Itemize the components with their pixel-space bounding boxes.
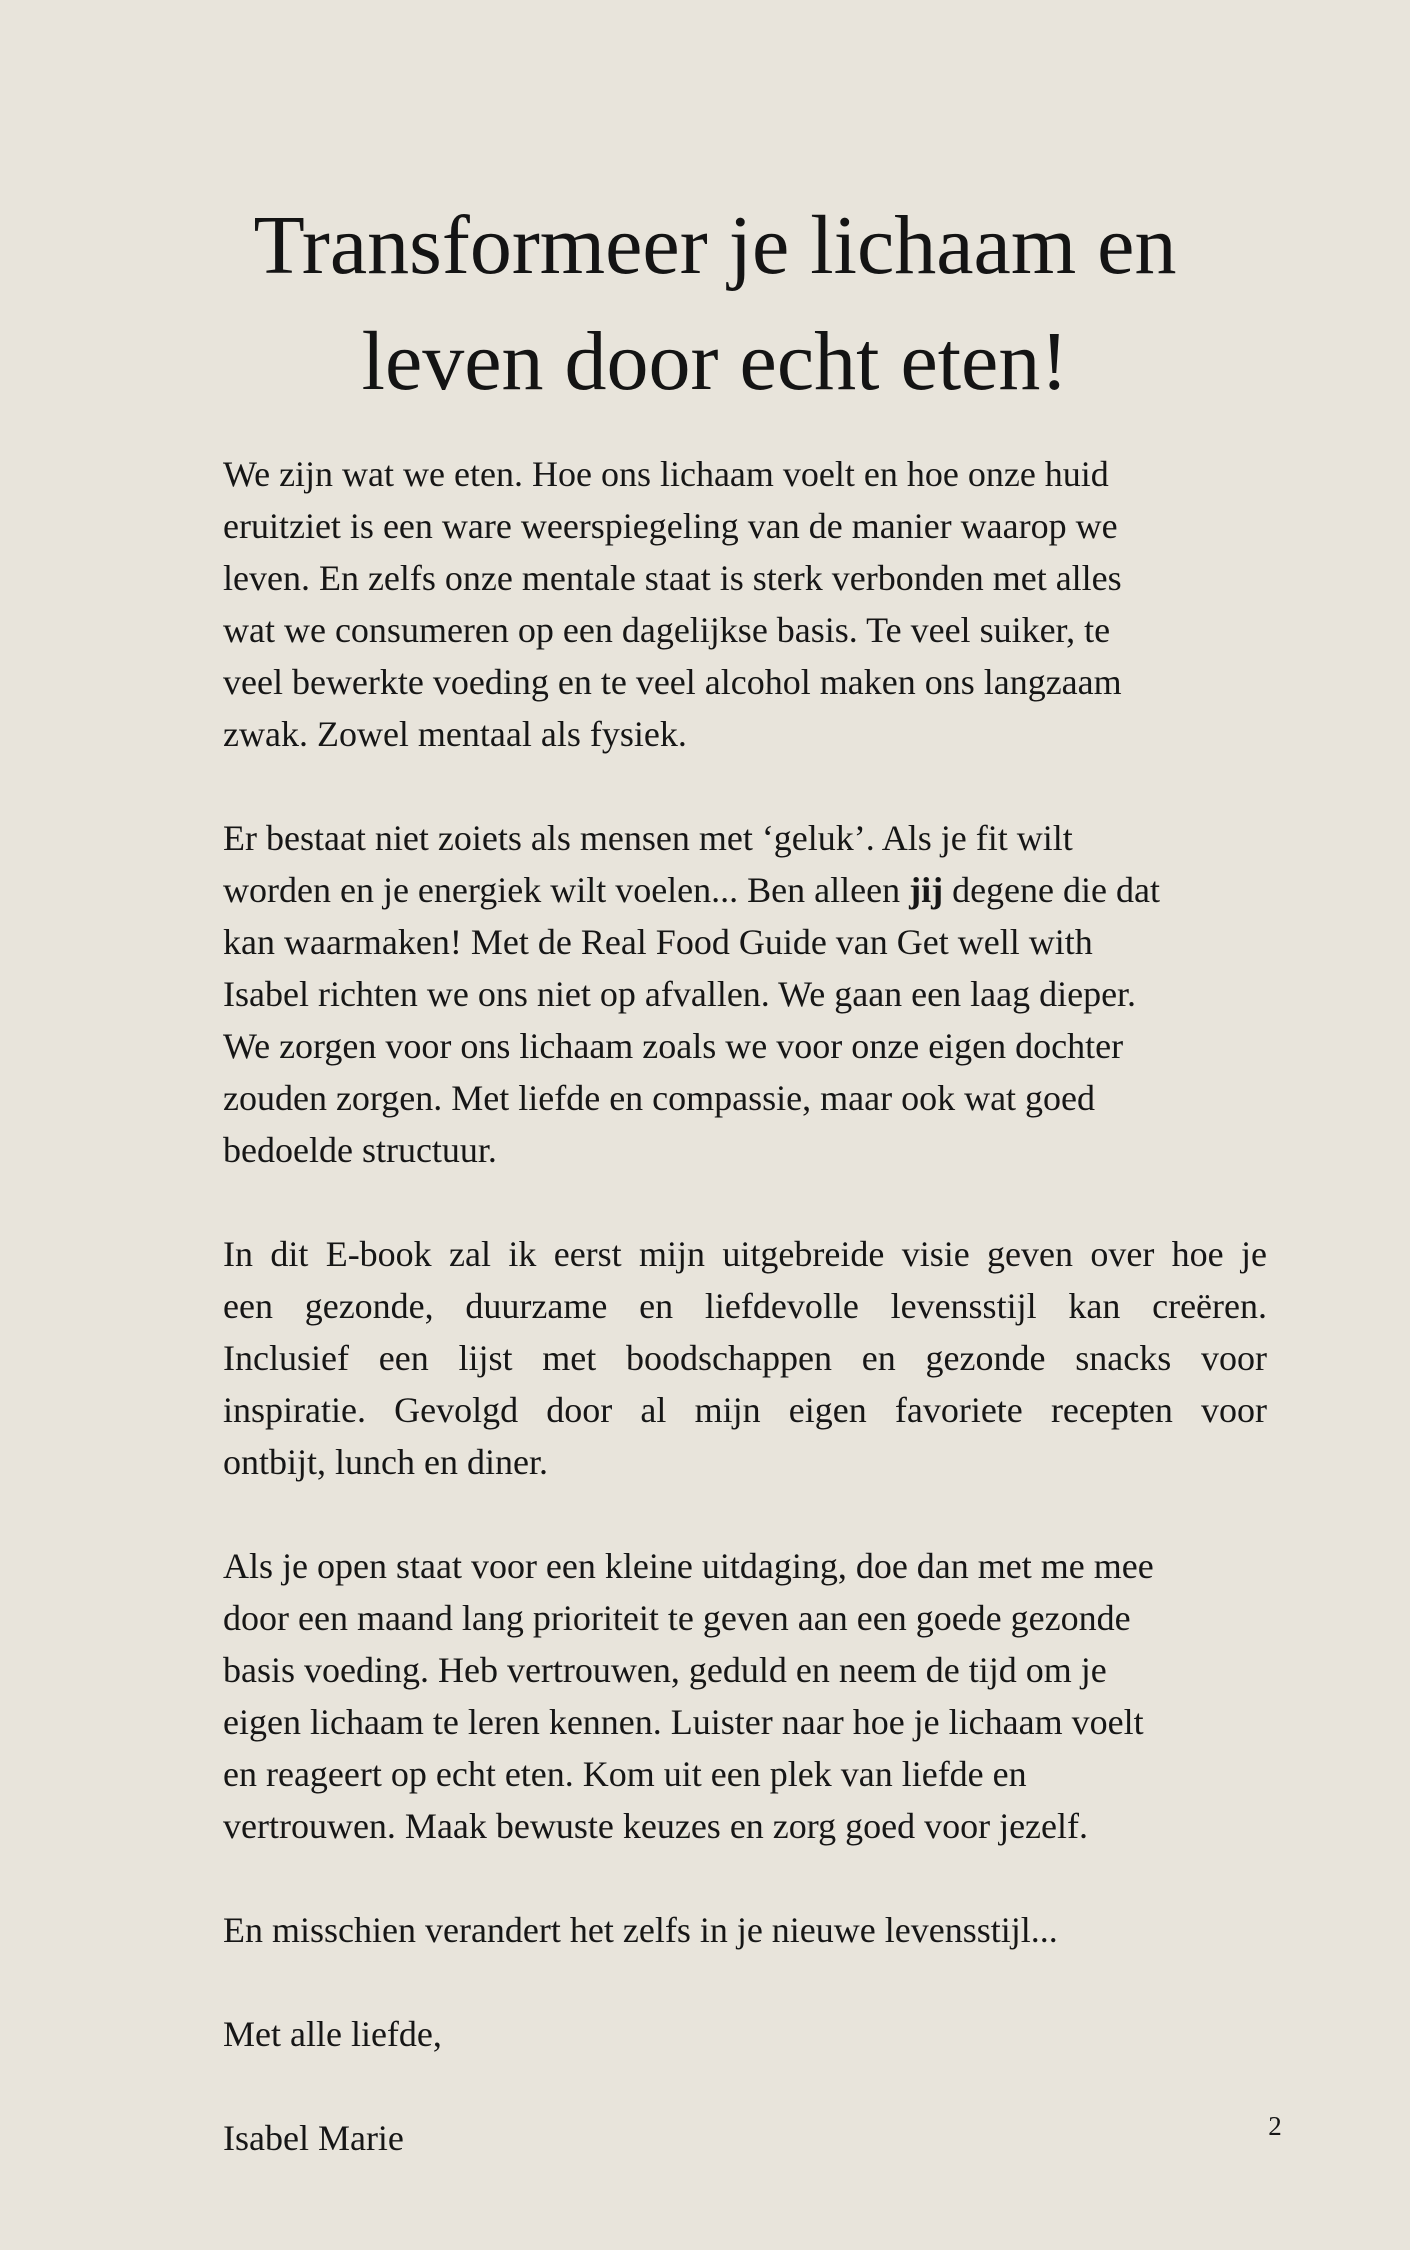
text-line: eruitziet is een ware weerspiegeling van de manier waarop we	[223, 506, 1118, 546]
text-line: wat we consumeren op een dagelijkse basis. Te veel suiker, te	[223, 610, 1111, 650]
body-text	[223, 448, 1267, 2164]
text-line: zouden zorgen. Met liefde en compassie, maar ook wat goed	[223, 1078, 1096, 1118]
text-line: leven. En zelfs onze mentale staat is sterk verbonden met alles	[223, 558, 1122, 598]
text-line: eigen lichaam te leren kennen. Luister naar hoe je lichaam voelt	[223, 1702, 1144, 1742]
text-segment: worden en je energiek wilt voelen... Ben alleen	[223, 870, 910, 910]
paragraph-geluk	[223, 812, 1267, 1176]
paragraph-levensstijl: En misschien verandert het zelfs in je nieuwe levensstijl...	[223, 1910, 1058, 1950]
page-title	[150, 188, 1280, 420]
text-line: basis voeding. Heb vertrouwen, geduld en neem de tijd om je	[223, 1650, 1107, 1690]
paragraph-intro	[223, 448, 1267, 760]
title-line: leven door echt eten!	[361, 315, 1069, 408]
text-line: veel bewerkte voeding en te veel alcohol maken ons langzaam	[223, 662, 1122, 702]
closing-greeting: Met alle liefde,	[223, 2014, 442, 2054]
text-line: vertrouwen. Maak bewuste keuzes en zorg goed voor jezelf.	[223, 1806, 1089, 1846]
text-line: inspiratie. Gevolgd door al mijn eigen favoriete recepten voor	[223, 1390, 1267, 1430]
title-line: Transformeer je lichaam en	[253, 199, 1177, 292]
text-line: Isabel richten we ons niet op afvallen. We gaan een laag dieper.	[223, 974, 1137, 1014]
text-segment: degene die dat	[943, 870, 1160, 910]
text-line: bedoelde structuur.	[223, 1130, 497, 1170]
paragraph-ebook	[223, 1228, 1267, 1488]
text-line: een gezonde, duurzame en liefdevolle levensstijl kan creëren.	[223, 1286, 1267, 1326]
emphasis-jij: jij	[909, 870, 944, 910]
text-line: ontbijt, lunch en diner.	[223, 1442, 548, 1482]
text-line: In dit E-book zal ik eerst mijn uitgebreide visie geven over hoe je	[223, 1234, 1267, 1274]
text-line: en reageert op echt eten. Kom uit een plek van liefde en	[223, 1754, 1027, 1794]
signature: Isabel Marie	[223, 2118, 404, 2158]
text-line	[223, 864, 1267, 916]
text-line: Als je open staat voor een kleine uitdaging, doe dan met me mee	[223, 1546, 1154, 1586]
text-line: Inclusief een lijst met boodschappen en gezonde snacks voor	[223, 1338, 1267, 1378]
text-line: We zijn wat we eten. Hoe ons lichaam voelt en hoe onze huid	[223, 454, 1109, 494]
page-number: 2	[1268, 2111, 1282, 2141]
text-line: Er bestaat niet zoiets als mensen met ‘geluk’. Als je fit wilt	[223, 818, 1073, 858]
text-line: kan waarmaken! Met de Real Food Guide van Get well with	[223, 922, 1093, 962]
paragraph-uitdaging	[223, 1540, 1267, 1852]
text-line: door een maand lang prioriteit te geven aan een goede gezonde	[223, 1598, 1131, 1638]
text-line: zwak. Zowel mentaal als fysiek.	[223, 714, 687, 754]
text-line: We zorgen voor ons lichaam zoals we voor onze eigen dochter	[223, 1026, 1124, 1066]
